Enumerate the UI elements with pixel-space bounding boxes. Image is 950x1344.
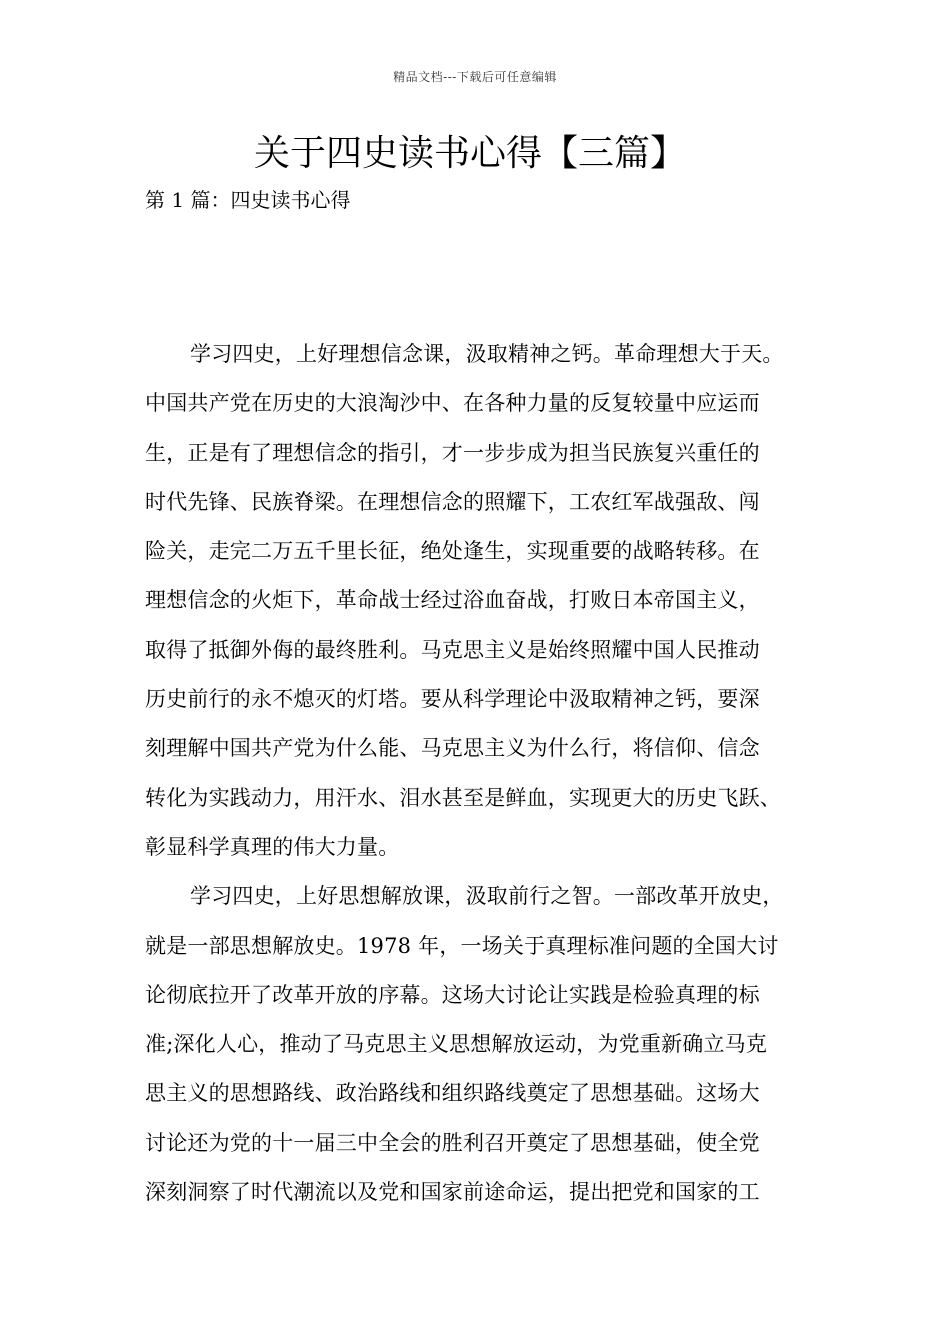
paragraph-line: 转化为实践动力，用汗水、泪水甚至是鲜血，实现更大的历史飞跃、: [145, 785, 781, 810]
paragraph-line: 论彻底拉开了改革开放的序幕。这场大讨论让实践是检验真理的标: [145, 982, 760, 1007]
paragraph-line: 险关，走完二万五千里长征，绝处逢生，实现重要的战略转移。在: [145, 539, 760, 564]
paragraph-line: 思主义的思想路线、政治路线和组织路线奠定了思想基础。这场大: [145, 1081, 760, 1106]
header-note: 精品文档---下载后可任意编辑: [393, 70, 557, 84]
paragraph-line: 生，正是有了理想信念的指引，才一步步成为担当民族复兴重任的: [145, 440, 760, 465]
paragraph-1: [145, 330, 825, 872]
paragraph-line: 时代先锋、民族脊梁。在理想信念的照耀下，工农红军战强敌、闯: [145, 489, 760, 514]
paragraph-line: 刻理解中国共产党为什么能、马克思主义为什么行，将信仰、信念: [145, 736, 760, 761]
paragraph-line: 中国共产党在历史的大浪淘沙中、在各种力量的反复较量中应运而: [145, 391, 760, 416]
paragraph-line: 理想信念的火炬下，革命战士经过浴血奋战，打败日本帝国主义，: [145, 588, 760, 613]
paragraph-line: 取得了抵御外侮的最终胜利。马克思主义是始终照耀中国人民推动: [145, 637, 760, 662]
paragraph-line: 深刻洞察了时代潮流以及党和国家前途命运，提出把党和国家的工: [145, 1180, 760, 1205]
paragraph-line: 彰显科学真理的伟大力量。: [145, 834, 400, 859]
paragraph-line: 学习四史，上好理想信念课，汲取精神之钙。革命理想大于天。: [190, 342, 784, 366]
section-subtitle: 第 1 篇：四史读书心得: [145, 188, 351, 212]
paragraph-line: 讨论还为党的十一届三中全会的胜利召开奠定了思想基础，使全党: [145, 1130, 760, 1155]
paragraph-line: 学习四史，上好思想解放课，汲取前行之智。一部改革开放史，: [190, 884, 784, 909]
paragraph-line: 历史前行的永不熄灭的灯塔。要从科学理论中汲取精神之钙，要深: [145, 687, 760, 712]
paragraph-line: 就是一部思想解放史。1978 年，一场关于真理标准问题的全国大讨: [145, 933, 779, 958]
body-text: [145, 330, 825, 1217]
document-title: 关于四史读书心得【三篇】: [253, 133, 686, 174]
paragraph-line: 准;深化人心，推动了马克思主义思想解放运动，为党重新确立马克: [145, 1032, 768, 1057]
paragraph-2: [145, 872, 825, 1217]
